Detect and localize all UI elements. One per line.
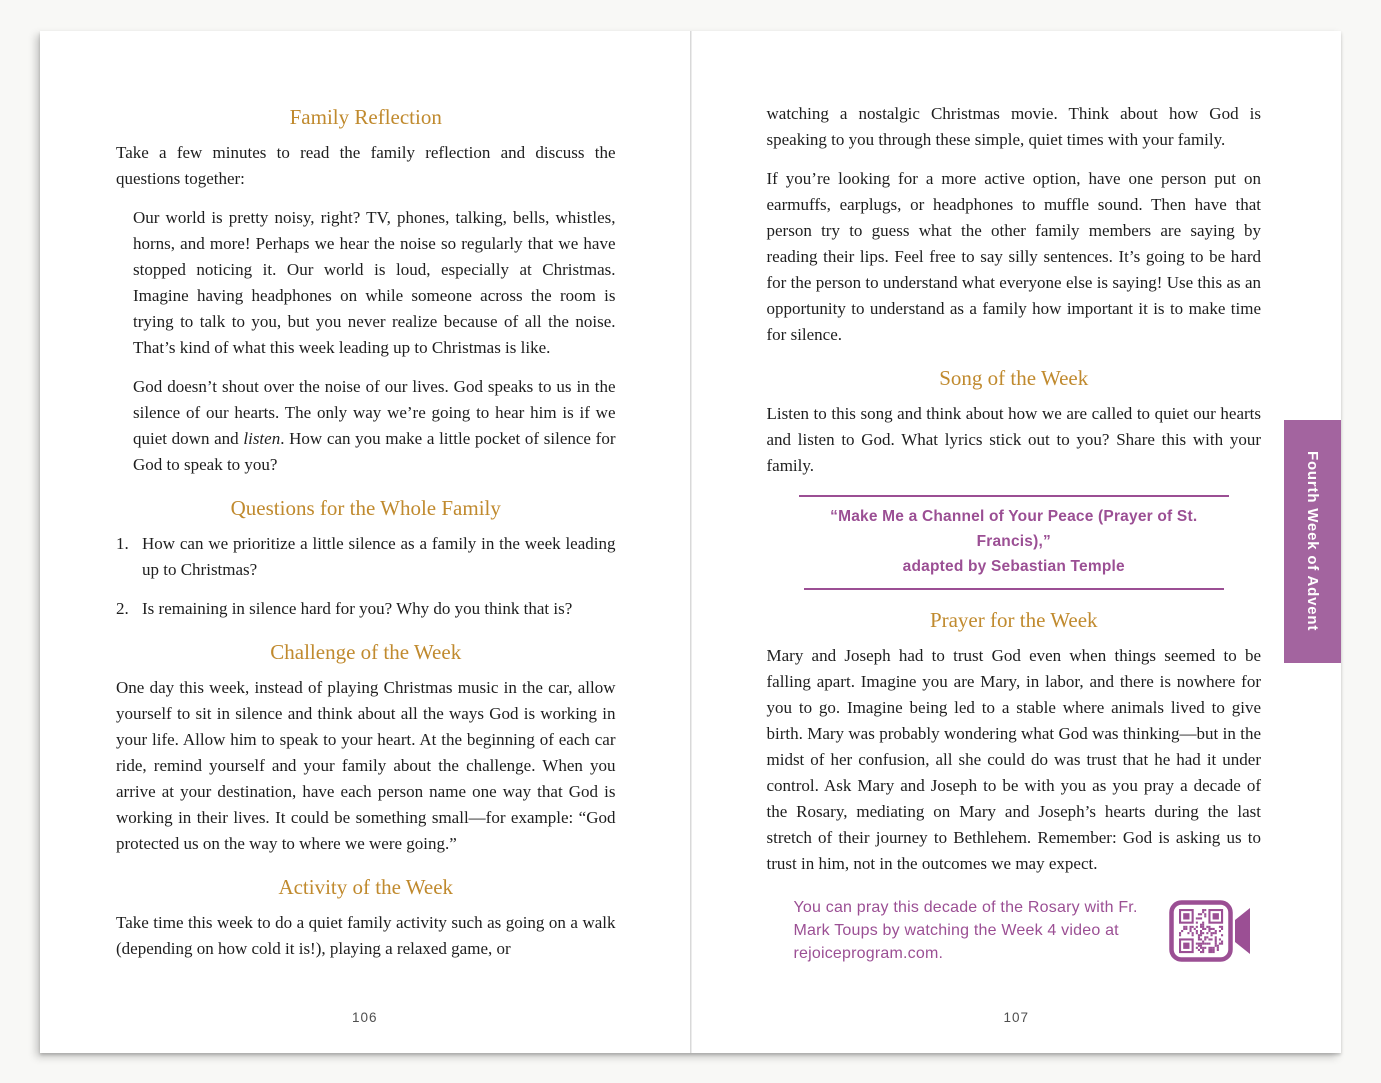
heading-questions: Questions for the Whole Family: [230, 496, 501, 520]
challenge-paragraph: One day this week, instead of playing Christmas music in the car, allow yourself to sit in silence and think about all the ways God is working in your life. Allow him to speak to your heart. At the beginning of each car ride, remind yourself and your family about the challenge. When you arrive at your destination, have each person name one way that God is working in their lives. It could be something small—for example: “God protected us on the way to where we were going.”: [116, 678, 616, 853]
text-run: . How can you make a little pocket of silence for God to speak to you?: [133, 429, 616, 474]
video-note-block: [794, 896, 1262, 965]
right-page-content: [692, 31, 1342, 965]
activity-continuation-paragraph: watching a nostalgic Christmas movie. Think about how God is speaking to you through these simple, quiet times with your family.: [766, 104, 1261, 149]
question-number: 2.: [116, 599, 129, 618]
video-note-text: You can pray this decade of the Rosary with Fr. Mark Toups by watching the Week 4 video at rejoiceprogram.com.: [793, 899, 1138, 962]
text-run: God doesn’t shout over the noise of our lives. God speaks to us in the silence of our hearts. The only way we’re going to hear him is if we quiet down and: [133, 377, 616, 448]
page-number-right: 107: [1003, 1010, 1030, 1025]
question-item-1: [116, 531, 616, 583]
heading-challenge: Challenge of the Week: [270, 640, 462, 664]
family-reflection-intro: Take a few minutes to read the family reflection and discuss the questions together:: [116, 143, 616, 188]
left-page: [40, 31, 691, 1053]
song-title-line-2: adapted by Sebastian Temple: [902, 558, 1125, 575]
active-option-paragraph: If you’re looking for a more active option, have one person put on earmuffs, earplugs, or headphones to muffle sound. Then have that person try to guess what the other family members are saying by reading their lips. Feel free to say silly sentences. It’s going to be hard for the person to understand what everyone else is saying! Use this as an opportunity to understand as a family how important it is to make time for silence.: [766, 169, 1261, 344]
chapter-tab-label: Fourth Week of Advent: [1304, 451, 1321, 632]
song-title-block: [799, 495, 1229, 590]
divider-bottom: [804, 588, 1224, 590]
reflection-paragraph-2: [133, 374, 616, 478]
activity-paragraph: Take time this week to do a quiet family activity such as going on a walk (depending on how cold it is!), playing a relaxed game, or: [116, 913, 616, 958]
question-text: How can we prioritize a little silence as a family in the week leading up to Christmas?: [142, 534, 616, 579]
question-item-2: [116, 596, 616, 622]
heading-family-reflection: Family Reflection: [289, 105, 442, 129]
book-spread: [40, 31, 1341, 1053]
question-text: Is remaining in silence hard for you? Why do you think that is?: [142, 599, 573, 618]
page-number-left: 106: [351, 1010, 378, 1025]
heading-song: Song of the Week: [939, 366, 1089, 390]
song-title-line-1: “Make Me a Channel of Your Peace (Prayer of St. Francis),”: [830, 508, 1198, 550]
emphasis-listen: listen: [243, 429, 281, 448]
question-number: 1.: [116, 534, 129, 553]
right-page: [691, 31, 1342, 1053]
reflection-paragraph-1: Our world is pretty noisy, right? TV, phones, talking, bells, whistles, horns, and more! Perhaps we hear the noise so regularly that we have stopped noticing it. Our world is loud, especially at Christmas. Imagine having headphones on while someone across the room is trying to talk to you, but you never realize because of all the noise. That’s kind of what this week leading up to Christmas is like.: [133, 208, 616, 357]
heading-activity: Activity of the Week: [278, 875, 454, 899]
camera-lens: [1235, 908, 1250, 954]
prayer-paragraph: Mary and Joseph had to trust God even when things seemed to be falling apart. Imagine you are Mary, in labor, and there is nowhere for you to go. Imagine being led to a stable where animals lived to give birth. Mary was probably wondering what God was thinking—but in the midst of her confusion, all she could do was trust that he had it under control. Ask Mary and Joseph to be with you as you pray a decade of the Rosary, mediating on Mary and Joseph’s hearts during the last stretch of their journey to Bethlehem. Remember: God is asking us to trust in him, not in the outcomes we may expect.: [766, 646, 1261, 873]
song-intro-paragraph: Listen to this song and think about how we are called to quiet our hearts and listen to God. What lyrics stick out to you? Share this with your family.: [766, 404, 1261, 475]
heading-prayer: Prayer for the Week: [929, 608, 1098, 632]
left-page-content: [40, 31, 690, 962]
chapter-tab: [1284, 420, 1341, 663]
qr-video-camera-icon: [1169, 900, 1253, 962]
